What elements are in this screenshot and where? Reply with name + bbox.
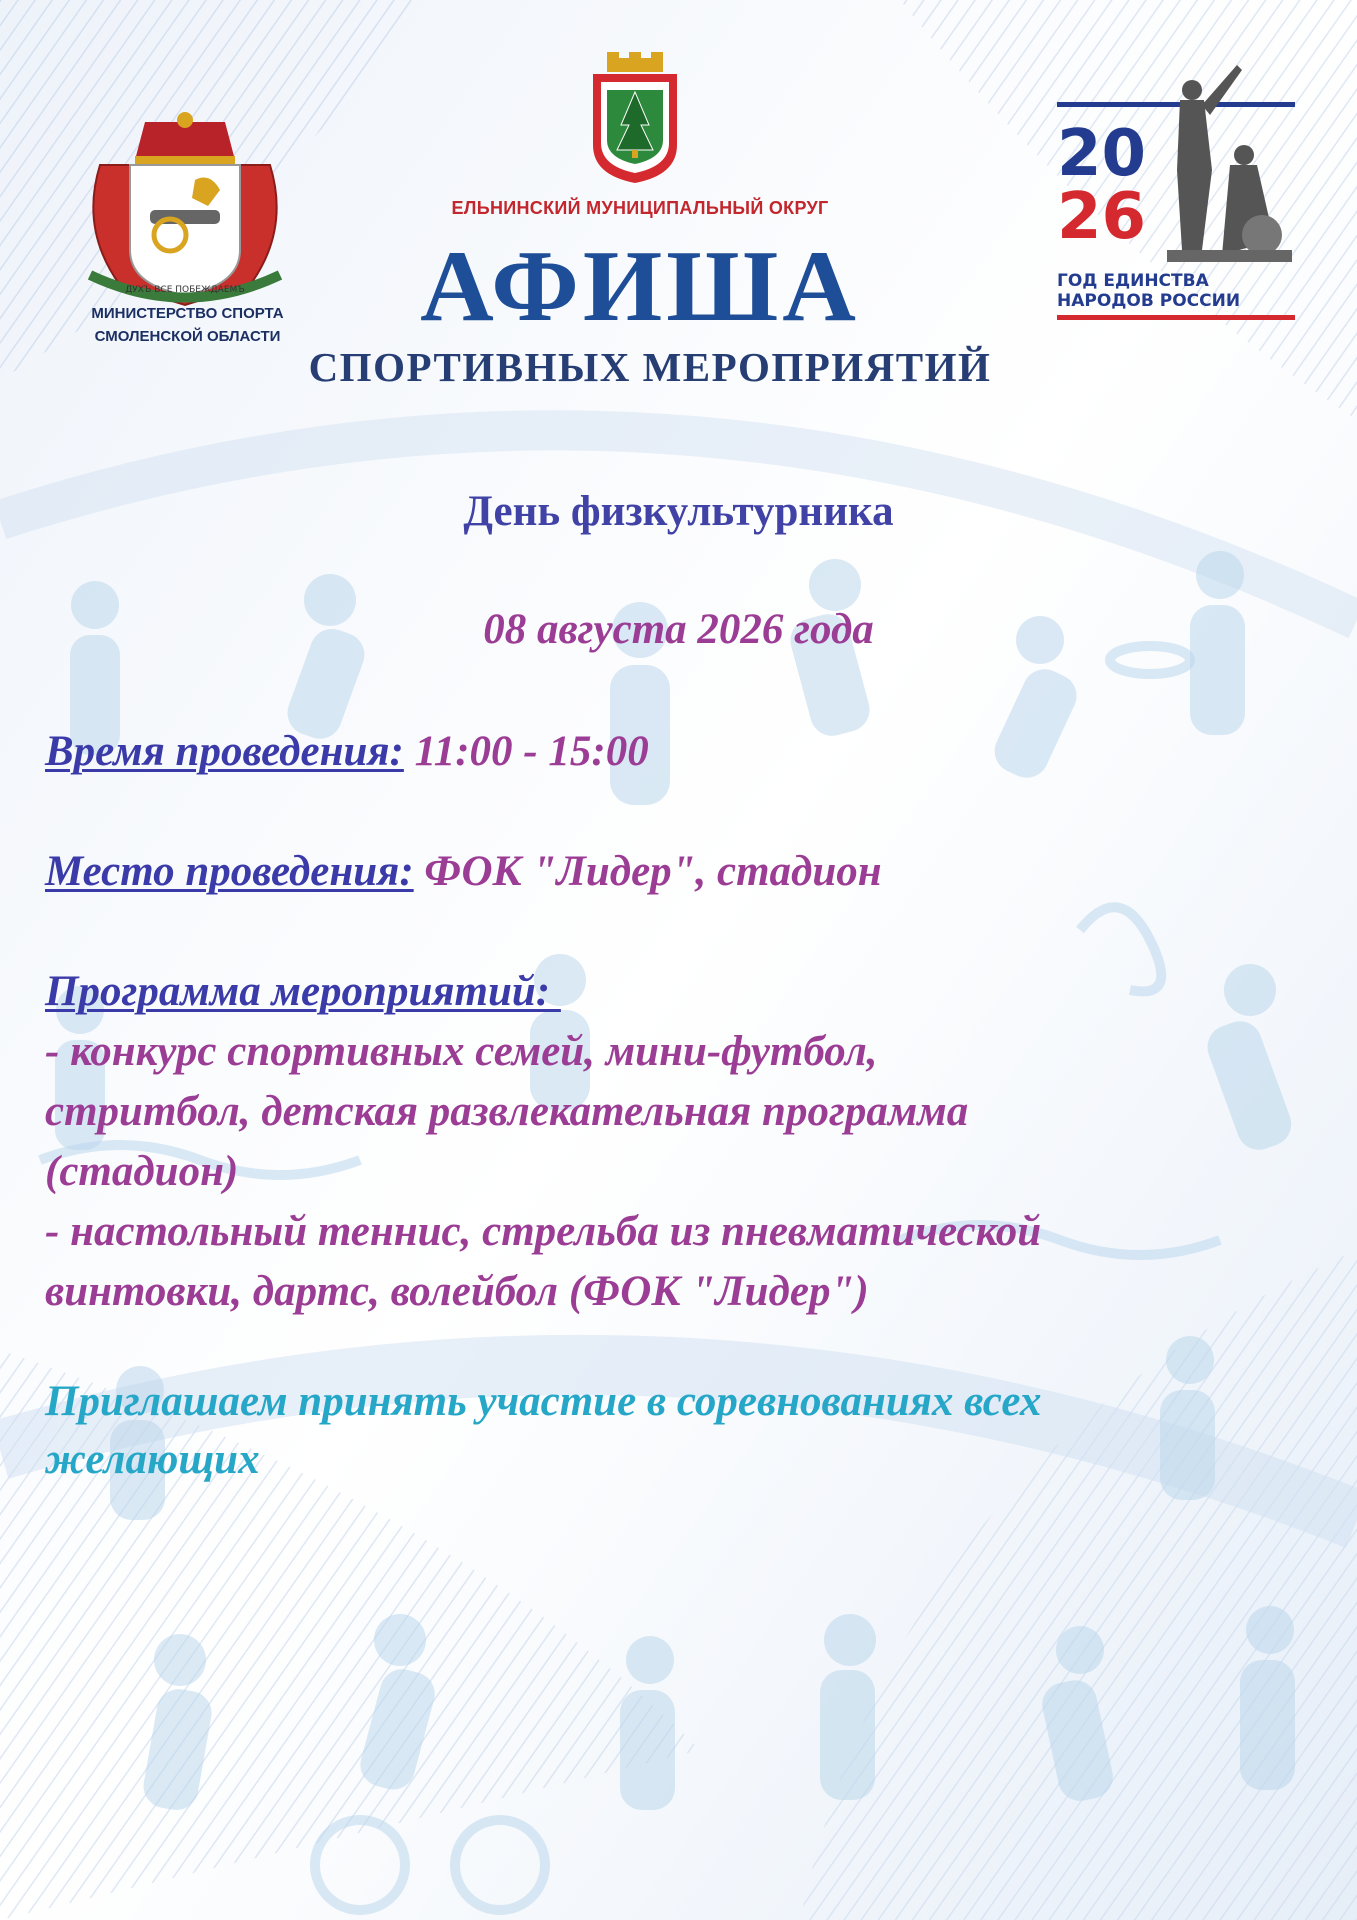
event-date: 08 августа 2026 года — [483, 606, 874, 653]
year-caption-line-1: ГОД ЕДИНСТВА — [1057, 271, 1209, 291]
program-line: (стадион) — [45, 1148, 239, 1195]
emblem-motto: ДУХЪ ВСЕ ПОБЕЖДАЕМЪ — [125, 285, 245, 295]
ministry-caption-line-1: МИНИСТЕРСТВО СПОРТА — [91, 305, 284, 322]
place-row — [45, 846, 1335, 898]
program-heading-row — [45, 966, 1335, 1018]
okrug-caption: ЕЛЬНИНСКИЙ МУНИЦИПАЛЬНЫЙ ОКРУГ — [451, 198, 829, 218]
page-subtitle: СПОРТИВНЫХ МЕРОПРИЯТИЙ — [308, 344, 992, 390]
program-line: винтовки, дартс, волейбол (ФОК "Лидер") — [45, 1268, 869, 1315]
year-digits-top: 20 — [1057, 117, 1147, 191]
invite-line: Приглашаем принять участие в соревнованиях всех — [45, 1378, 1042, 1425]
program-list — [45, 1026, 1335, 1326]
minin-pozharsky-monument-icon — [1167, 65, 1292, 262]
place-label: Место проведения: — [45, 848, 414, 895]
time-value: 11:00 - 15:00 — [414, 728, 649, 775]
time-row — [45, 726, 1335, 778]
year-caption-line-2: НАРОДОВ РОССИИ — [1057, 291, 1241, 311]
place-value: ФОК "Лидер", стадион — [424, 848, 882, 895]
year-digits-bottom: 26 — [1057, 180, 1147, 254]
invitation-text — [45, 1376, 1335, 1492]
event-title: День физкультурника — [463, 488, 894, 535]
invite-line: желающих — [45, 1436, 260, 1483]
program-line: - конкурс спортивных семей, мини-футбол, — [45, 1028, 878, 1075]
program-line: - настольный теннис, стрельба из пневматической — [45, 1208, 1042, 1255]
program-line: стритбол, детская развлекательная программа — [45, 1088, 969, 1135]
time-label: Время проведения: — [45, 728, 404, 775]
year-of-unity-logo — [1052, 60, 1297, 325]
yelnya-coat-of-arms-icon — [585, 50, 685, 185]
page-title: АФИША — [420, 230, 860, 343]
ministry-caption-line-2: СМОЛЕНСКОЙ ОБЛАСТИ — [94, 328, 281, 345]
program-label: Программа мероприятий: — [45, 968, 561, 1015]
